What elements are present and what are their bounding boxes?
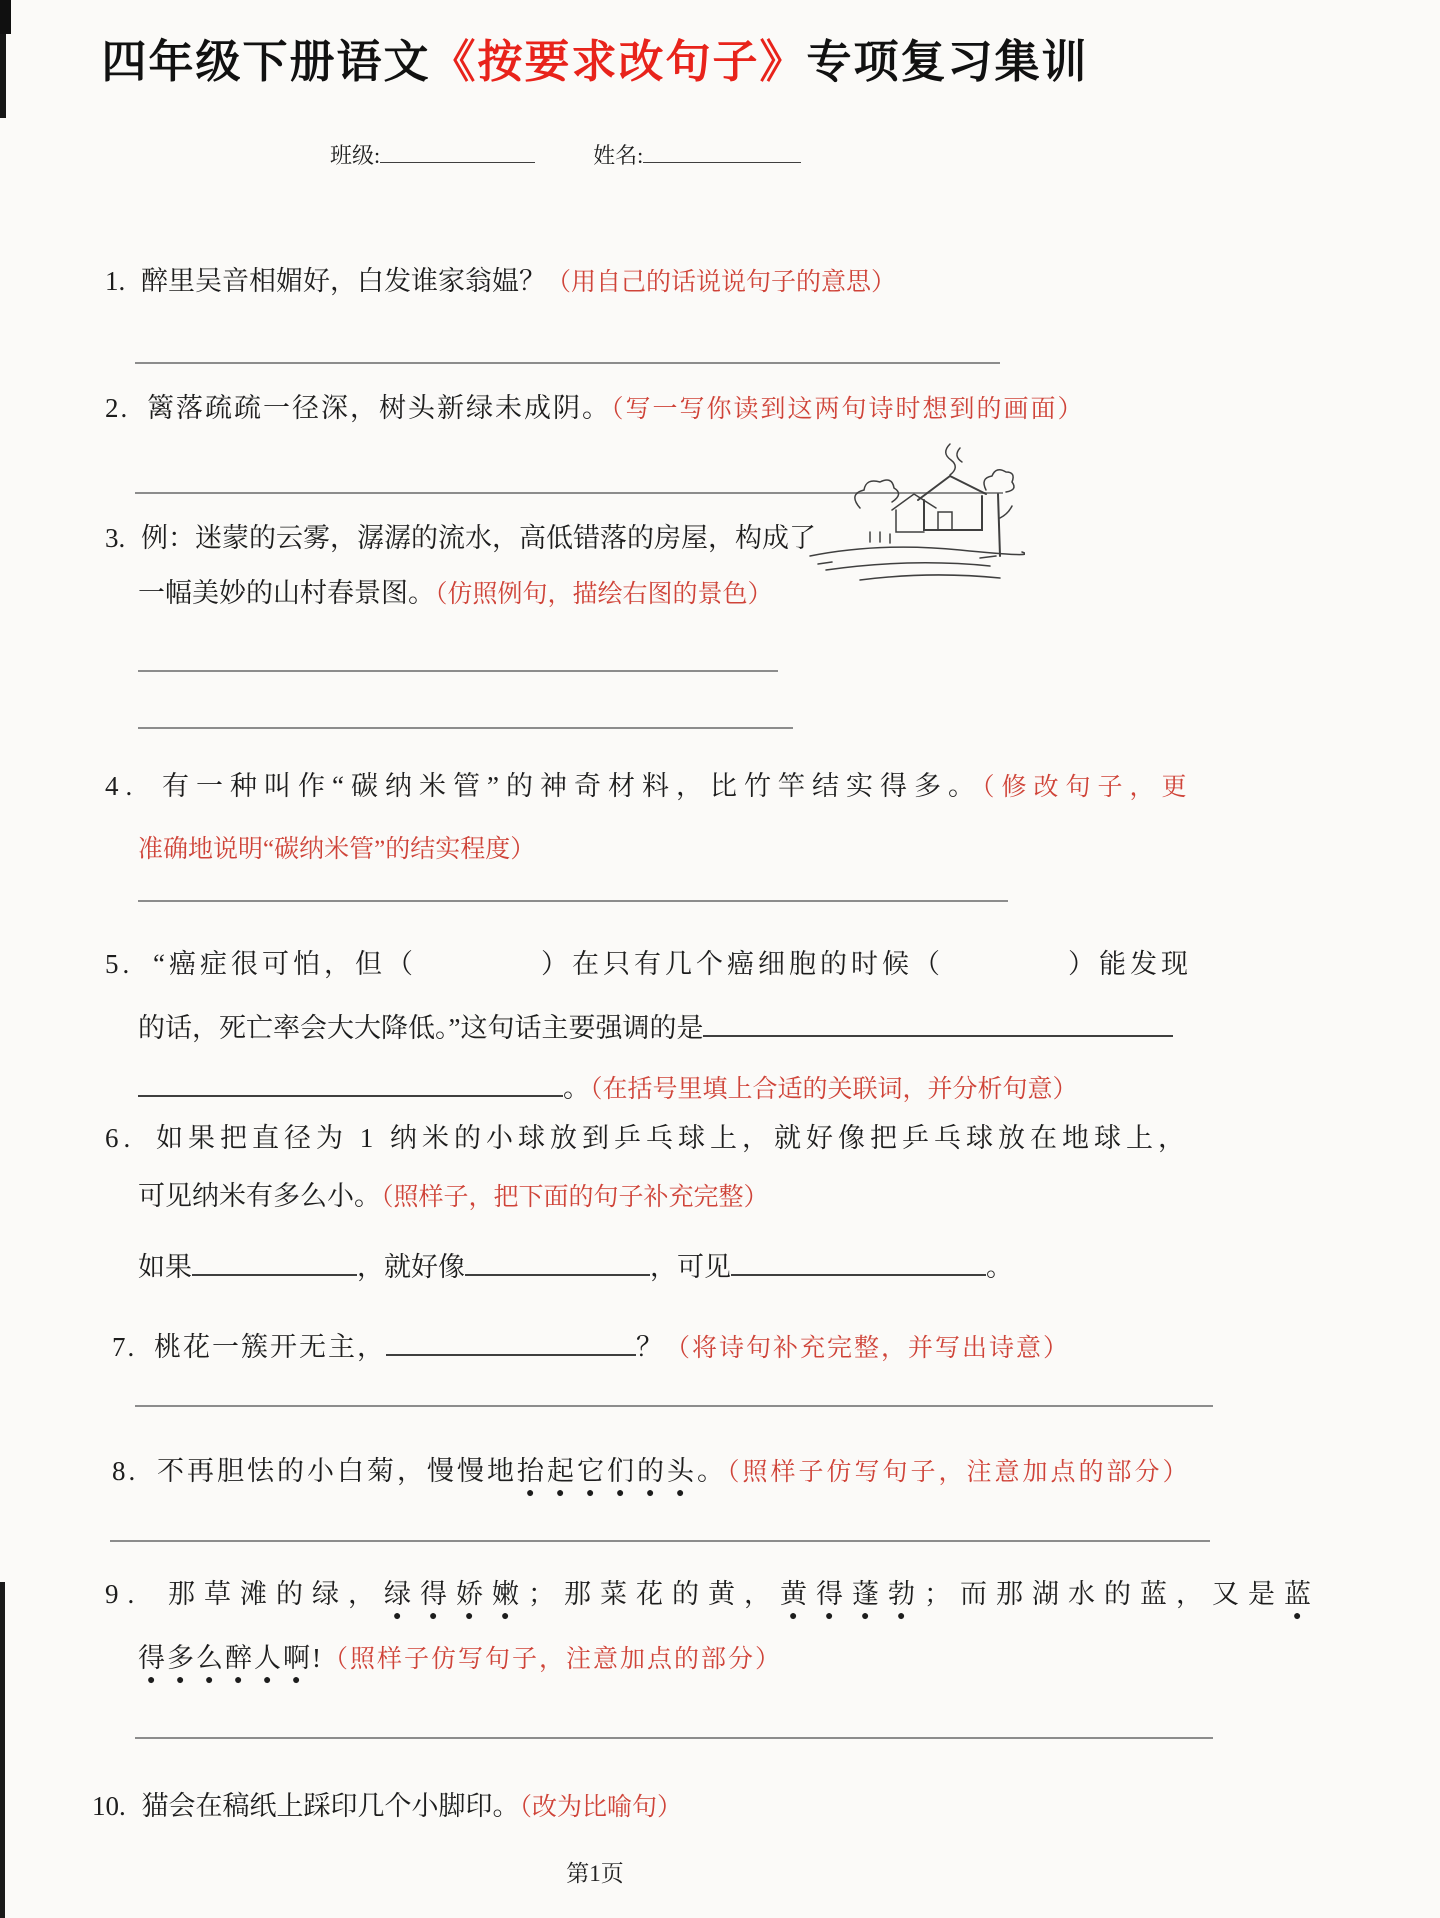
question-6-line-1: 6. 如果把直径为 1 纳米的小球放到乒乓球上，就好像把乒乓球放在地球上， <box>105 1123 1190 1153</box>
worksheet-title: 四年级下册语文《按要求改句子》专项复习集训 <box>101 36 1089 87</box>
answer-rule-q1 <box>135 362 1000 364</box>
question-3-line-1: 3. 例：迷蒙的云雾，潺潺的流水，高低错落的房屋，构成了 <box>105 523 816 553</box>
answer-rule-q7 <box>135 1405 1213 1407</box>
question-6-line-2: 可见纳米有多么小。（照样子，把下面的句子补充完整） <box>138 1181 769 1211</box>
question-10-line-1: 10. 猫会在稿纸上踩印几个小脚印。（改为比喻句） <box>92 1791 683 1821</box>
scan-artifact-top-left-corner <box>0 0 11 34</box>
question-5-line-1: 5. “癌症很可怕，但（ ）在只有几个癌细胞的时候（ ）能发现 <box>105 949 1192 979</box>
village-sketch-illustration <box>800 438 1025 588</box>
question-7-line-1: 7. 桃花一簇开无主， ？（将诗句补充完整，并写出诗意） <box>112 1327 1070 1365</box>
question-3-line-2: 一幅美妙的山村春景图。（仿照例句，描绘右图的景色） <box>138 578 773 608</box>
question-5-line-3: 。（在括号里填上合适的关联词，并分析句意） <box>138 1068 1078 1106</box>
answer-rule-q3-1 <box>138 670 778 672</box>
class-name-fields: 班级: 姓名: <box>330 140 801 170</box>
question-5-line-2: 的话，死亡率会大大降低。”这句话主要强调的是 <box>138 1008 1173 1046</box>
answer-rule-q3-2 <box>138 727 793 729</box>
question-9-line-2: 得多么醉人啊!（照样子仿写句子，注意加点的部分） <box>138 1643 783 1673</box>
question-1-line-1: 1. 醉里吴音相媚好，白发谁家翁媪？（用自己的话说说句子的意思） <box>105 266 897 296</box>
answer-rule-q9 <box>135 1737 1213 1739</box>
page-number: 第1页 <box>566 1861 624 1886</box>
answer-rule-q8 <box>110 1540 1210 1542</box>
question-2-line-1: 2. 篱落疏疏一径深，树头新绿未成阴。（写一写你读到这两句诗时想到的画面） <box>105 393 1085 423</box>
question-9-line-1: 9. 那草滩的绿，绿得娇嫩；那菜花的黄，黄得蓬勃；而那湖水的蓝，又是蓝 <box>105 1579 1320 1609</box>
answer-rule-q4 <box>138 900 1008 902</box>
question-4-line-1: 4. 有一种叫作“碳纳米管”的神奇材料，比竹竿结实得多。（修改句子，更 <box>105 771 1194 801</box>
question-4-line-2: 准确地说明“碳纳米管”的结实程度） <box>138 836 536 863</box>
question-8-line-1: 8. 不再胆怯的小白菊，慢慢地抬起它们的头。（照样子仿写句子，注意加点的部分） <box>112 1456 1191 1486</box>
question-6-line-3: 如果 ，就好像 ，可见 。 <box>138 1247 1013 1285</box>
